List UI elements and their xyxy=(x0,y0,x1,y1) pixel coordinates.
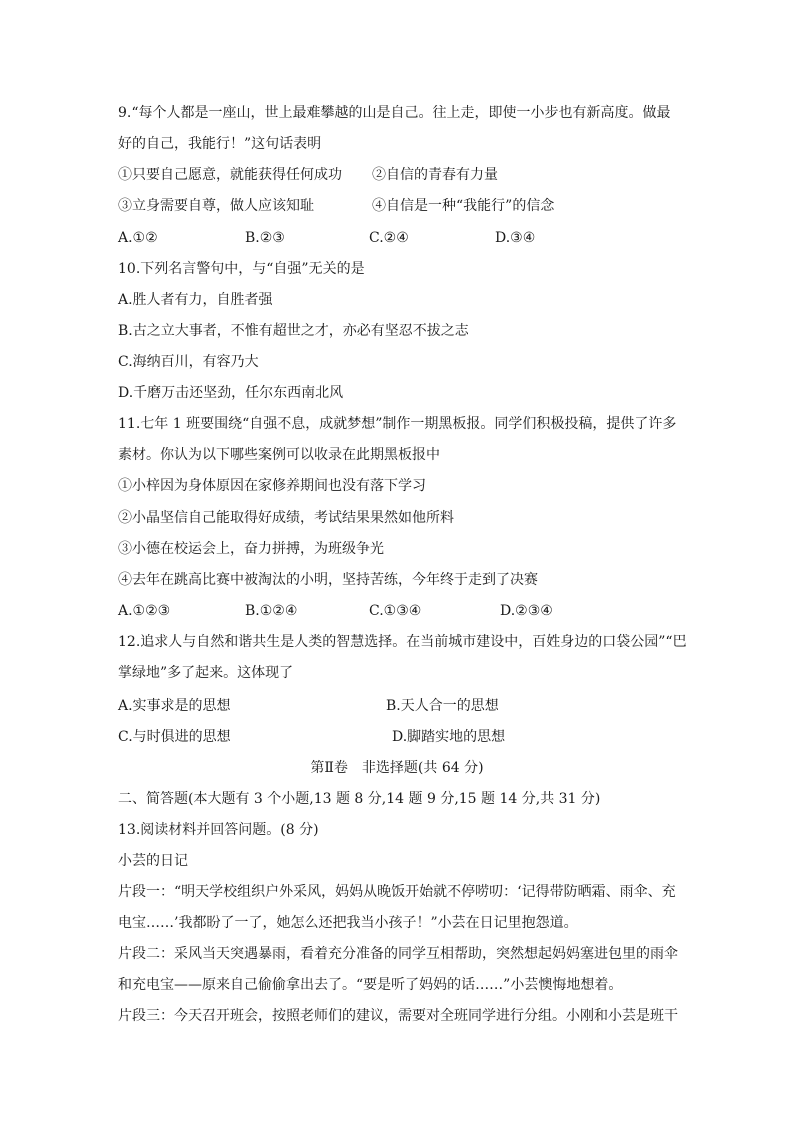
q9-stem-line2: 好的自己，我能行！”这句话表明 xyxy=(118,136,322,152)
q9-statement-3: ③立身需要自尊，做人应该知耻 xyxy=(118,198,314,214)
q9-statement-4: ④自信是一种“我能行”的信念 xyxy=(372,198,555,214)
q11-stem-line1: 11.七年 1 班要围绕“自强不息，成就梦想”制作一期黑板报。同学们积极投稿，提供了许多 xyxy=(118,416,677,432)
q9-statement-1: ①只要自己愿意，就能获得任何成功 xyxy=(118,167,342,183)
q13-stem: 13.阅读材料并回答问题。(8 分) xyxy=(118,822,319,838)
q9-option-a[interactable]: A.①② xyxy=(118,230,158,246)
q11-option-b[interactable]: B.①②④ xyxy=(245,603,298,619)
q10-option-a[interactable]: A.胜人者有力，自胜者强 xyxy=(118,292,273,308)
q12-stem-line2: 掌绿地”多了起来。这体现了 xyxy=(118,665,294,681)
diary-fragment3-line1: 片段三：今天召开班会，按照老师们的建议，需要对全班同学进行分组。小刚和小芸是班干 xyxy=(118,1008,678,1024)
diary-fragment2-line2: 和充电宝——原来自己偷偷拿出去了。“要是听了妈妈的话……”小芸懊悔地想着。 xyxy=(118,977,623,993)
q11-statement-3: ③小德在校运会上，奋力拼搏，为班级争光 xyxy=(118,541,384,557)
diary-fragment1-line2: 电宝……’我都盼了一了，她怎么还把我当小孩子！”小芸在日记里抱怨道。 xyxy=(118,915,578,931)
q10-option-b[interactable]: B.古之立大事者，不惟有超世之才，亦必有坚忍不拔之志 xyxy=(118,323,469,339)
q10-option-d[interactable]: D.千磨万击还坚劲，任尔东西南北风 xyxy=(118,385,344,401)
q11-statement-1: ①小梓因为身体原因在家修养期间也没有落下学习 xyxy=(118,478,426,494)
q11-option-d[interactable]: D.②③④ xyxy=(500,603,553,619)
q9-stem-line1: 9.“每个人都是一座山，世上最难攀越的山是自己。往上走，即使一小步也有新高度。做最 xyxy=(118,105,671,121)
q11-statement-4: ④去年在跳高比赛中被淘汰的小明，坚持苦练，今年终于走到了决赛 xyxy=(118,572,538,588)
q12-option-b[interactable]: B.天人合一的思想 xyxy=(386,698,499,714)
q12-option-a[interactable]: A.实事求是的思想 xyxy=(118,698,231,714)
q12-stem-line1: 12.追求人与自然和谐共生是人类的智慧选择。在当前城市建设中，百姓身边的口袋公园”“巴 xyxy=(118,634,687,650)
q11-statement-2: ②小晶坚信自己能取得好成绩，考试结果果然如他所料 xyxy=(118,510,454,526)
q9-option-c[interactable]: C.②④ xyxy=(369,230,409,246)
q9-statement-2: ②自信的青春有力量 xyxy=(372,167,498,183)
q10-stem: 10.下列名言警句中，与“自强”无关的是 xyxy=(118,261,365,277)
q11-option-c[interactable]: C.①③④ xyxy=(369,603,422,619)
q11-option-a[interactable]: A.①②③ xyxy=(118,603,171,619)
section-title: 第Ⅱ卷 非选择题(共 64 分) xyxy=(310,760,484,776)
diary-title: 小芸的日记 xyxy=(118,853,188,869)
q9-option-b[interactable]: B.②③ xyxy=(245,230,285,246)
section-heading: 二、简答题(本大题有 3 个小题,13 题 8 分,14 题 9 分,15 题 14 分,共 31 分) xyxy=(118,791,601,807)
q12-option-c[interactable]: C.与时俱进的思想 xyxy=(118,729,231,745)
q10-option-c[interactable]: C.海纳百川，有容乃大 xyxy=(118,354,259,370)
q11-stem-line2: 素材。你认为以下哪些案例可以收录在此期黑板报中 xyxy=(118,447,440,463)
diary-fragment1-line1: 片段一：“明天学校组织户外采风，妈妈从晚饭开始就不停唠叨：‘记得带防晒霜、雨伞、充 xyxy=(118,884,676,900)
diary-fragment2-line1: 片段二：采风当天突遇暴雨，看着充分准备的同学互相帮助，突然想起妈妈塞进包里的雨伞 xyxy=(118,946,678,962)
q9-option-d[interactable]: D.③④ xyxy=(495,230,536,246)
q12-option-d[interactable]: D.脚踏实地的思想 xyxy=(392,729,506,745)
